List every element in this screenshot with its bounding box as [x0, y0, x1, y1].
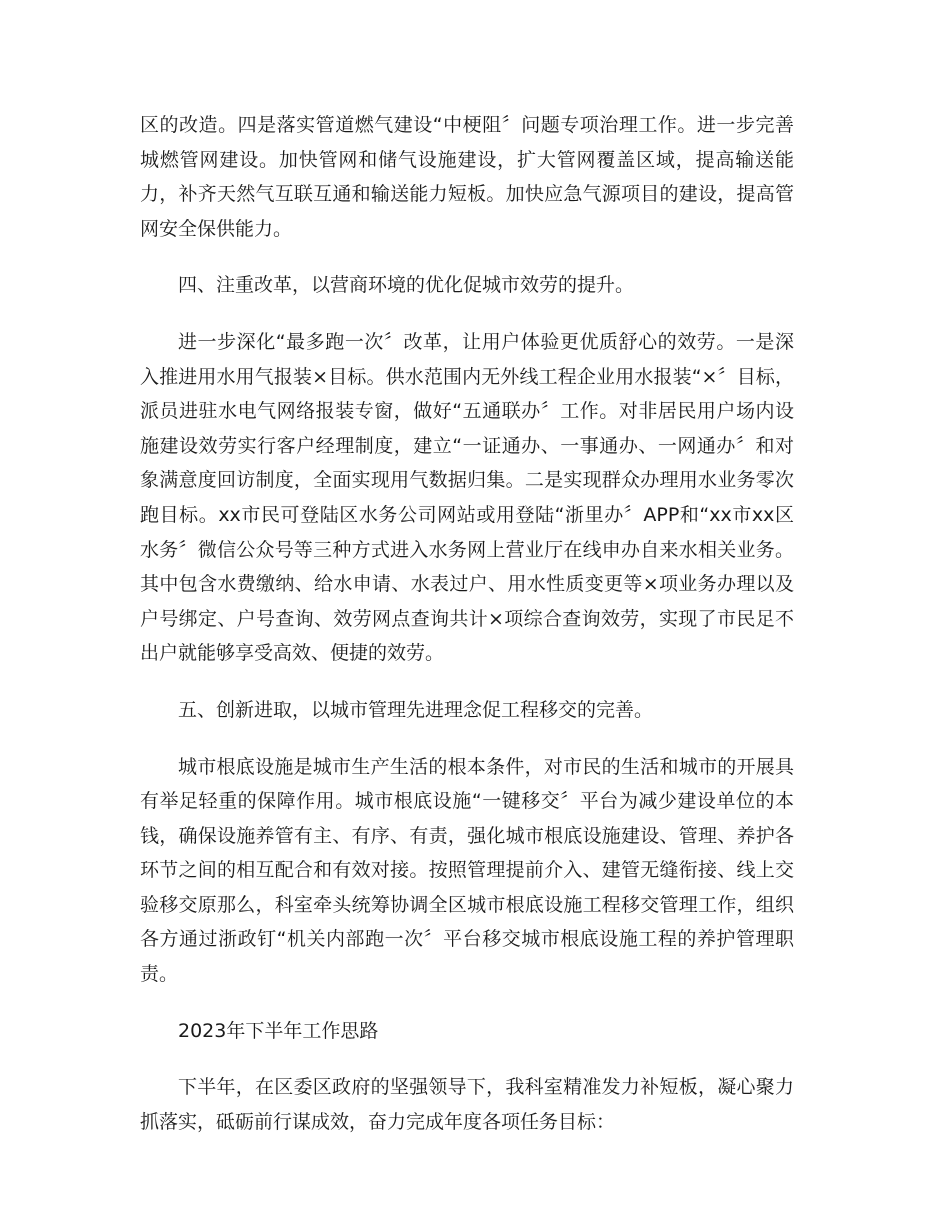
document-body: [140, 108, 794, 1139]
section-heading-innovation: 五、创新进取，以城市管理先进理念促工程移交的完善。: [178, 698, 654, 721]
paragraph-second-half: 下半年，在区委区政府的坚强领导下，我科室精准发力补短板，凝心聚力抓落实，砥砺前行谋成效，奋力完成年度各项任务目标：: [140, 1076, 794, 1133]
section-heading-reform: 四、注重改革，以营商环境的优化促城市效劳的提升。: [178, 274, 635, 297]
paragraph-reform: 进一步深化“最多跑一次〞改革，让用户体验更优质舒心的效劳。一是深入推进用水用气报装×目标。供水范围内无外线工程企业用水报装“×〞目标，派员进驻水电气网络报装专窗，做好“五通联办〞工作。对非居民用户场内设施建设效劳实行客户经理制度，建立“一证通办、一事通办、一网通办〞和对象满意度回访制度，全面实现用气数据归集。二是实现群众办理用水业务零次跑目标。xx市民可登陆区水务公司网站或用登陆“浙里办〞APP和“xx市xx区水务〞微信公众号等三种方式进入水务网上营业厅在线申办自来水相关业务。其中包含水费缴纳、给水申请、水表过户、用水性质变更等×项业务办理以及户号绑定、户号查询、效劳网点查询共计×项综合查询效劳，实现了市民足不出户就能够享受高效、便捷的效劳。: [140, 330, 794, 665]
paragraph-infrastructure: 城市根底设施是城市生产生活的根本条件，对市民的生活和城市的开展具有举足轻重的保障作用。城市根底设施“一键移交〞平台为减少建设单位的本钱，确保设施养管有主、有序、有责，强化城市根底设施建设、管理、养护各环节之间的相互配合和有效对接。按照管理提前介入、建管无缝衔接、线上交验移交原那么，科室牵头统筹协调全区城市根底设施工程移交管理工作，组织各方通过浙政钉“机关内部跑一次〞平台移交城市根底设施工程的养护管理职责。: [140, 755, 794, 986]
section-heading-plan: 2023年下半年工作思路: [178, 1019, 379, 1042]
paragraph-gas-network: 区的改造。四是落实管道燃气建设“中梗阻〞问题专项治理工作。进一步完善城燃管网建设。加快管网和储气设施建设，扩大管网覆盖区域，提高输送能力，补齐天然气互联互通和输送能力短板。加快应急气源项目的建设，提高管网安全保供能力。: [140, 114, 794, 240]
